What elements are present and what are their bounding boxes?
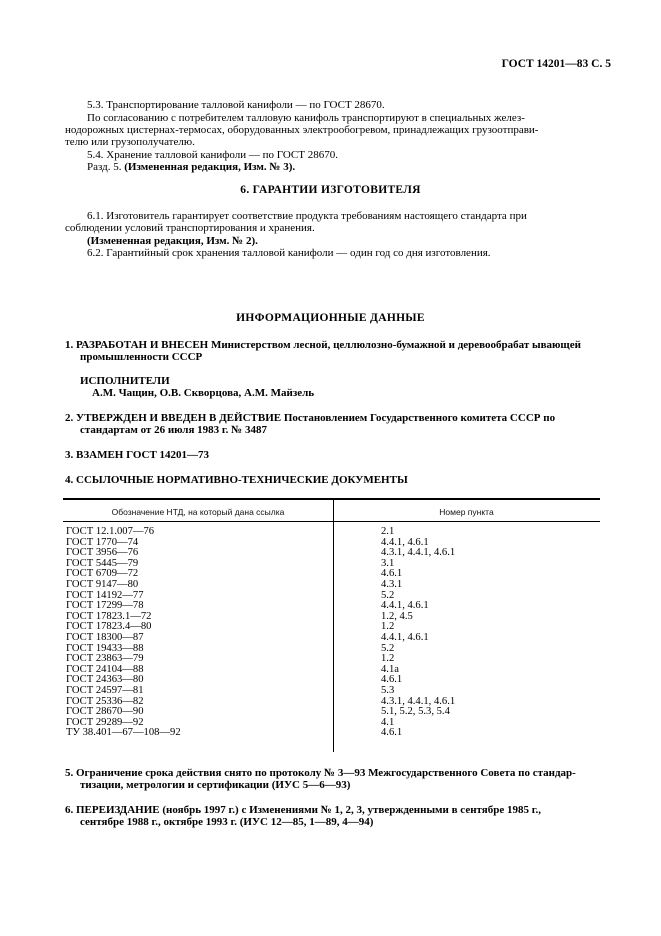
section5-note-plain: Разд. 5. [87, 161, 122, 173]
info-item4: 4. ССЫЛОЧНЫЕ НОРМАТИВНО-ТЕХНИЧЕСКИЕ ДОКУМЕНТЫ [65, 474, 408, 486]
para-5-3-cont-l2: нодорожных цистернах-термосах, оборудованных электрообогревом, принадлежащих грузоотправи- [65, 124, 539, 136]
table-cell-document: ГОСТ 18300—87 [66, 632, 144, 643]
table-cell-clause: 4.3.1, 4.4.1, 4.6.1 [381, 547, 456, 559]
table-cell-document: ГОСТ 24597—81 [66, 685, 144, 696]
table-cell-clause: 1.2 [381, 621, 395, 633]
table-cell-document: ГОСТ 1770—74 [66, 536, 139, 548]
table-cell-document: ГОСТ 3956—76 [66, 547, 139, 559]
table-cell-clause: 4.4.1, 4.6.1 [381, 536, 429, 548]
table-cell-clause: 2.1 [381, 526, 395, 537]
para-6-1-l1: 6.1. Изготовитель гарантирует соответствие продукта требованиям настоящего стандарта при [87, 210, 527, 222]
table-cell-document: ГОСТ 14192—77 [66, 589, 144, 601]
table-header-rule [63, 521, 600, 522]
table-top-rule [63, 498, 600, 500]
table-cell-document: ГОСТ 12.1.007—76 [66, 526, 155, 537]
info-title: ИНФОРМАЦИОННЫЕ ДАННЫЕ [236, 312, 425, 324]
info-item5-l1: 5. Ограничение срока действия снято по протоколу № 3—93 Межгосударственного Совета по стандар- [65, 767, 576, 779]
table-cell-clause: 4.6.1 [381, 727, 403, 739]
section5-note-bold: (Измененная редакция, Изм. № 3). [124, 161, 296, 173]
table-cell-document: ГОСТ 9147—80 [66, 579, 139, 590]
para-6-1-note: (Измененная редакция, Изм. № 2). [87, 235, 258, 247]
table-cell-document: ГОСТ 17823.4—80 [66, 621, 152, 633]
para-section5-note [87, 161, 295, 173]
table-cell-document: ГОСТ 24104—88 [66, 663, 144, 675]
executors-label: ИСПОЛНИТЕЛИ [80, 375, 170, 387]
table-cell-document: ГОСТ 17299—78 [66, 600, 144, 612]
table-cell-clause: 4.6.1 [381, 674, 403, 686]
table-cell-document: ГОСТ 23863—79 [66, 653, 144, 665]
table-cell-clause: 5.1, 5.2, 5.3, 5.4 [381, 706, 450, 718]
table-cell-document: ГОСТ 28670—90 [66, 706, 144, 718]
table-cell-document: ГОСТ 17823.1—72 [66, 610, 152, 622]
para-5-3-cont-l3: телю или грузополучателю. [65, 136, 195, 148]
table-cell-clause: 4.3.1, 4.4.1, 4.6.1 [381, 695, 456, 707]
table-cell-document: ГОСТ 24363—80 [66, 674, 144, 686]
table-col2-header: Номер пункта [439, 507, 494, 517]
info-item5-l2: тизации, метрологии и сертификации (ИУС 5—6—93) [80, 779, 351, 791]
table-cell-clause: 4.1а [381, 663, 399, 675]
table-cell-clause: 1.2, 4.5 [381, 610, 413, 622]
info-item6-l2: сентябре 1988 г., октябре 1993 г. (ИУС 12—85, 1—89, 4—94) [80, 816, 374, 828]
info-item1-l2: промышленности СССР [80, 351, 203, 363]
executors-names: А.М. Чащин, О.В. Скворцова, А.М. Майзель [92, 387, 315, 399]
table-cell-clause: 1.2 [381, 653, 395, 665]
info-item3: 3. ВЗАМЕН ГОСТ 14201—73 [65, 449, 210, 461]
table-cell-document: ГОСТ 19433—88 [66, 642, 144, 654]
table-cell-document: ГОСТ 6709—72 [66, 568, 139, 580]
info-item2-l1: 2. УТВЕРЖДЕН И ВВЕДЕН В ДЕЙСТВИЕ Постановлением Государственного комитета СССР по [65, 412, 556, 424]
section6-title: 6. ГАРАНТИИ ИЗГОТОВИТЕЛЯ [240, 184, 421, 196]
table-cell-clause: 5.2 [381, 589, 395, 601]
table-cell-document: ГОСТ 5445—79 [66, 557, 139, 569]
table-column-divider [333, 498, 334, 752]
info-item2-l2: стандартам от 26 июля 1983 г. № 3487 [80, 424, 267, 436]
table-cell-clause: 5.2 [381, 642, 395, 654]
table-cell-clause: 4.3.1 [381, 579, 403, 590]
table-cell-document: ГОСТ 29289—92 [66, 716, 144, 728]
para-5-3: 5.3. Транспортирование талловой канифоли — по ГОСТ 28670. [87, 99, 385, 111]
table-cell-clause: 5.3 [381, 685, 395, 696]
table-cell-clause: 4.1 [381, 716, 395, 728]
table-cell-clause: 4.4.1, 4.6.1 [381, 600, 429, 612]
table-cell-document: ТУ 38.401—67—108—92 [66, 727, 181, 739]
para-6-2: 6.2. Гарантийный срок хранения талловой канифоли — один год со дня изготовления. [87, 247, 491, 259]
table-col1-header: Обозначение НТД, на который дана ссылка [111, 507, 285, 517]
table-cell-clause: 4.4.1, 4.6.1 [381, 632, 429, 643]
info-item6-l1: 6. ПЕРЕИЗДАНИЕ (ноябрь 1997 г.) с Изменениями № 1, 2, 3, утвержденными в сентябре 1985 г., [65, 804, 542, 816]
table-cell-clause: 4.6.1 [381, 568, 403, 580]
para-5-4: 5.4. Хранение талловой канифоли — по ГОСТ 28670. [87, 149, 338, 161]
info-item1-l1: 1. РАЗРАБОТАН И ВНЕСЕН Министерством лесной, целлюлозно-бумажной и деревообрабат ывающей [65, 339, 581, 351]
table-cell-clause: 3.1 [381, 557, 395, 569]
para-6-1-l2: соблюдении условий транспортирования и хранения. [65, 222, 315, 234]
para-5-3-cont-l1: По согласованию с потребителем талловую канифоль транспортируют в специальных желез- [87, 112, 525, 124]
page-header: ГОСТ 14201—83 С. 5 [501, 58, 611, 70]
table-cell-document: ГОСТ 25336—82 [66, 695, 144, 707]
